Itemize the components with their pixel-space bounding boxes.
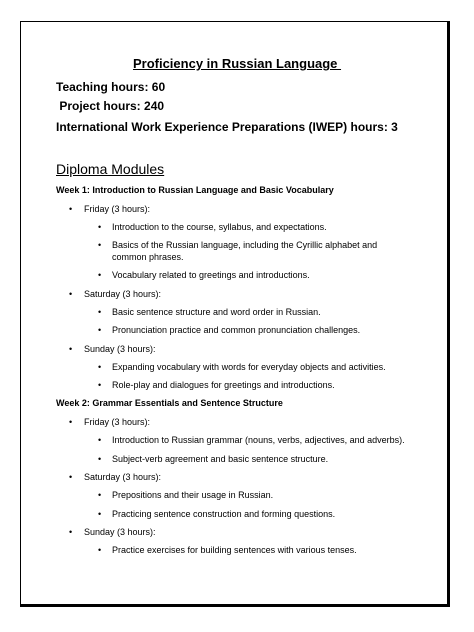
day-item: • Sunday (3 hours): <box>84 343 156 355</box>
day-item: • Saturday (3 hours): <box>84 471 161 483</box>
document-title: Proficiency in Russian Language <box>132 56 342 71</box>
list-item: • Introduction to Russian grammar (nouns, verbs, adjectives, and adverbs). <box>112 434 412 446</box>
list-item: • Basic sentence structure and word order in Russian. <box>112 306 412 318</box>
list-item: • Pronunciation practice and common pronunciation challenges. <box>112 324 412 336</box>
teaching-hours: Teaching hours: 60 <box>56 80 166 94</box>
list-item: • Expanding vocabulary with words for everyday objects and activities. <box>112 361 412 373</box>
list-item: • Subject-verb agreement and basic sentence structure. <box>112 453 412 465</box>
list-item: • Introduction to the course, syllabus, and expectations. <box>112 221 412 233</box>
list-item: • Vocabulary related to greetings and introductions. <box>112 269 412 281</box>
list-item: • Practice exercises for building sentences with various tenses. <box>112 544 412 556</box>
day-item: • Friday (3 hours): <box>84 416 150 428</box>
day-item: • Saturday (3 hours): <box>84 288 161 300</box>
iwep-hours: International Work Experience Preparations (IWEP) hours: 3 <box>56 120 398 134</box>
day-item: • Sunday (3 hours): <box>84 526 156 538</box>
week-heading: Week 2: Grammar Essentials and Sentence Structure <box>56 398 283 408</box>
day-item: • Friday (3 hours): <box>84 203 150 215</box>
week-heading: Week 1: Introduction to Russian Language and Basic Vocabulary <box>56 185 334 195</box>
list-item: • Basics of the Russian language, including the Cyrillic alphabet and common phrases. <box>112 239 412 263</box>
list-item: • Practicing sentence construction and forming questions. <box>112 508 412 520</box>
modules-heading: Diploma Modules <box>56 161 165 177</box>
project-hours: Project hours: 240 <box>56 99 165 113</box>
list-item: • Prepositions and their usage in Russian. <box>112 489 412 501</box>
list-item: • Role-play and dialogues for greetings and introductions. <box>112 379 412 391</box>
